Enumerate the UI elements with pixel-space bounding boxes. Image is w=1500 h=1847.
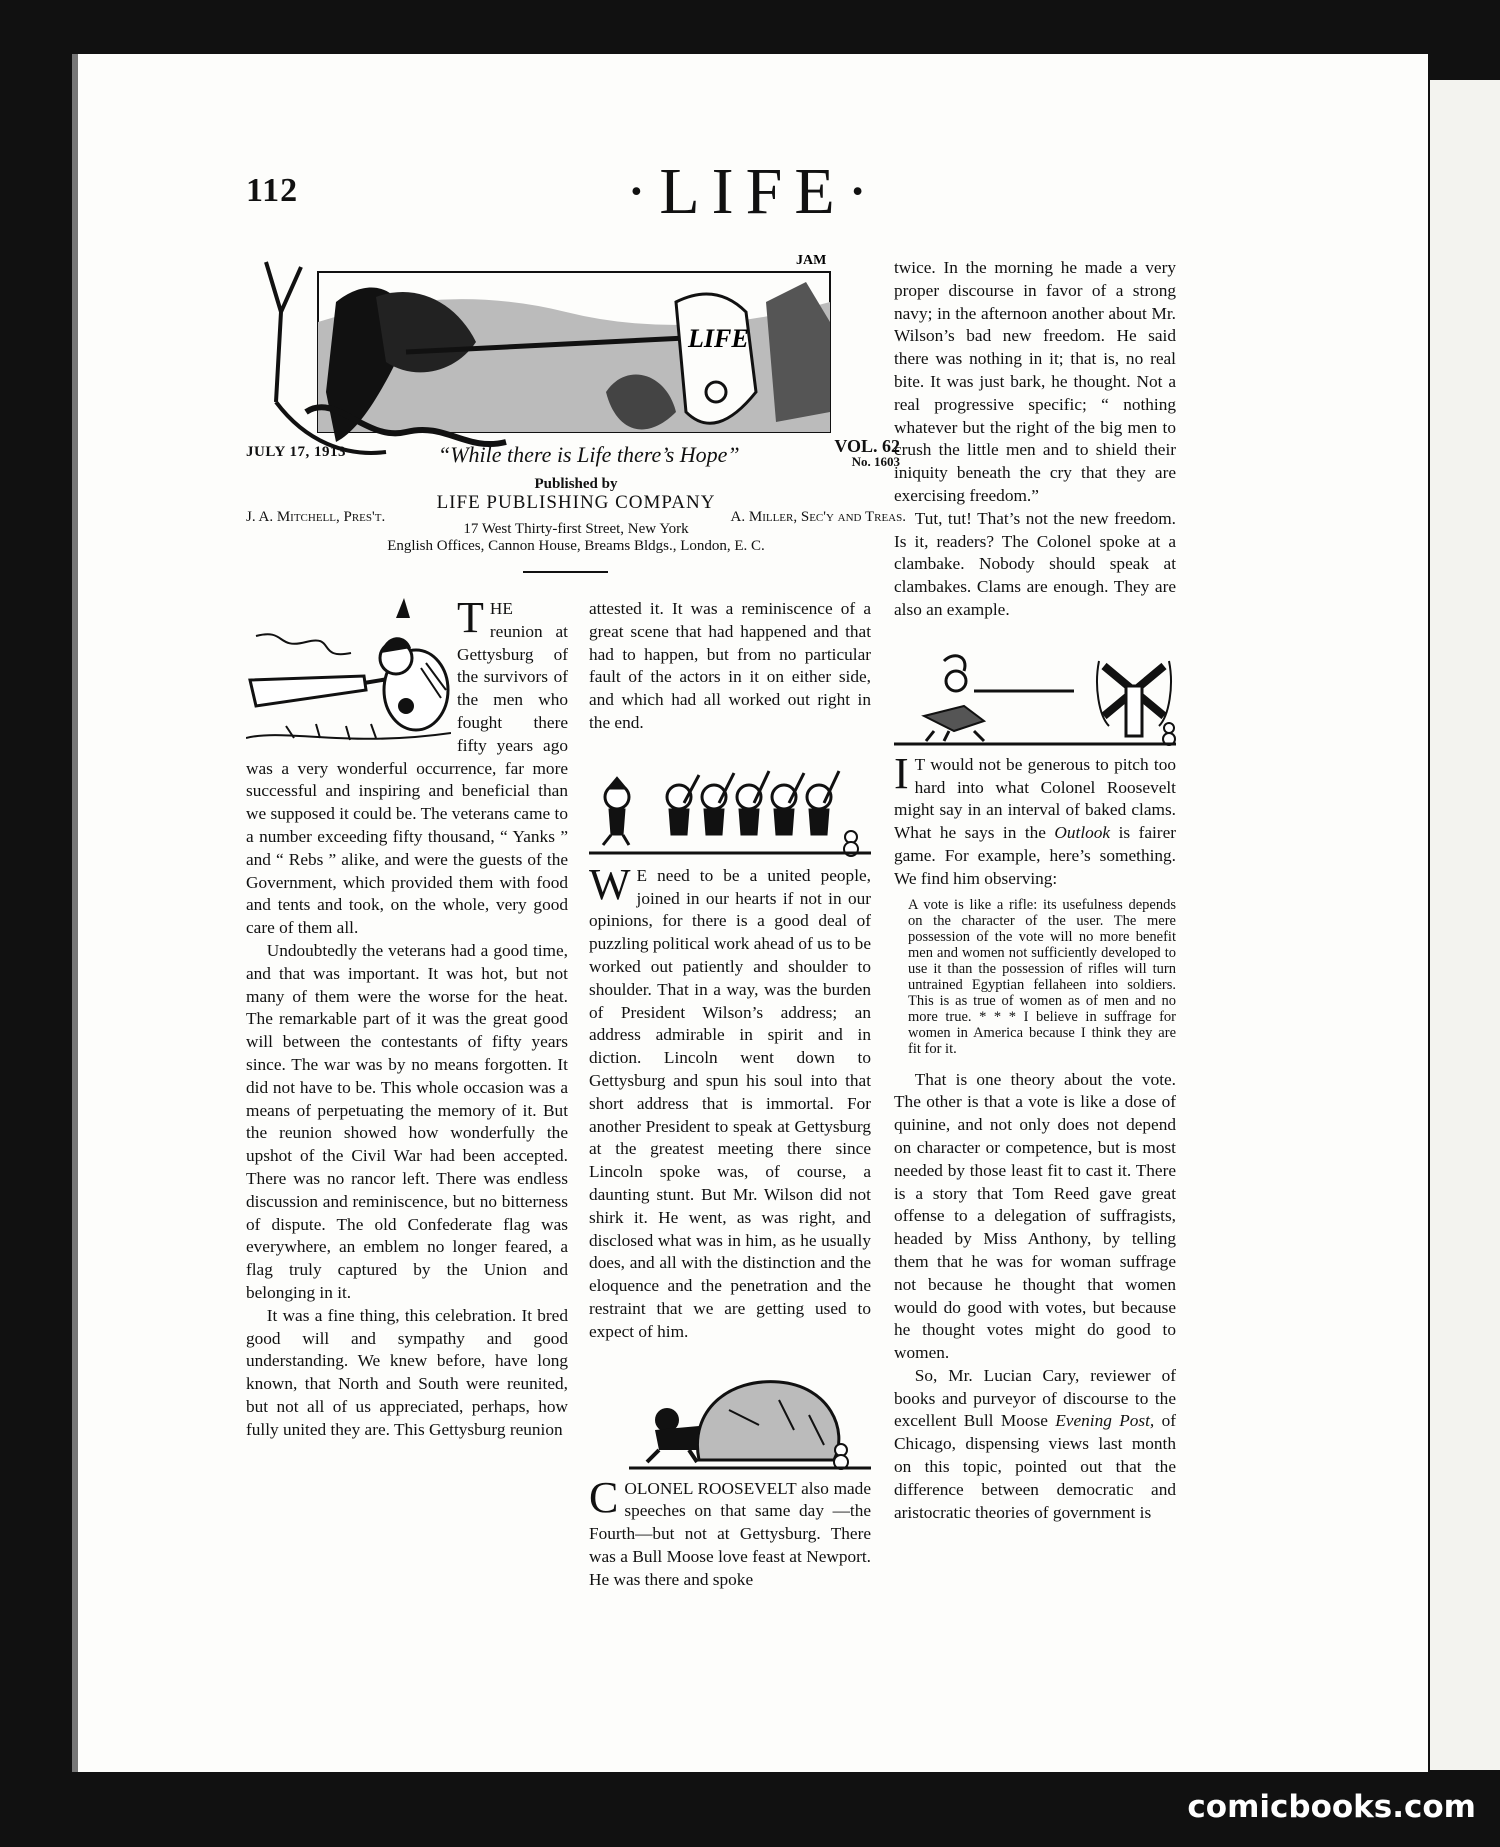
column-1 — [246, 593, 568, 1441]
column-3-paragraph-5: So, Mr. Lucian Cary, reviewer of books and purveyor of discourse to the excellent Bull Moose Evening Post, of Chicago, dispensing views last month on this topic, pointed out that the difference between democratic and aristocratic theories of government is — [894, 1365, 1176, 1522]
banner-signature: JAM — [796, 253, 827, 268]
roosevelt-quote: A vote is like a rifle: its usefulness depends on the character of the user. The mere possession of the vote will no more benefit men and women not sufficiently developed to use it than the possession of rifles will turn untrained Egyptian fellaheen into soldiers. This is as true of women as of men and no more true. * * * I believe in suffrage for women in America because I think they are fit for it. — [908, 896, 1176, 1057]
publisher-president: J. A. Mitchell, Pres't. — [246, 509, 386, 525]
volume-label: VOL. 62 — [834, 436, 900, 456]
man-pushing-boulder-illustration — [589, 1370, 871, 1470]
published-by: Published by — [534, 476, 618, 492]
issue-number: No. 1603 — [851, 454, 900, 469]
banner-shield-text: LIFE — [688, 324, 749, 353]
knight-tilting-at-windmill-illustration — [894, 646, 1176, 746]
publisher-address: 17 West Thirty-first Street, New York — [463, 521, 689, 537]
column-3-paragraph-3: I T would not be generous to pitch too hard into what Colonel Roosevelt might say in an interval of baked clams. What he says in the Outlook is fairer game. For example, here’s something. We find him observing: — [894, 748, 1176, 888]
adjacent-page-edge — [1430, 80, 1500, 1770]
volume-number — [790, 436, 900, 469]
dropcap-c: C — [589, 1472, 619, 1522]
column-2-paragraph-1: attested it. It was a reminiscence of a great scene that had happened and that had to happen, but from no particular fault of the actors in it on either side, and which had all worked out right in the end. — [589, 599, 871, 732]
marching-soldiers-illustration — [589, 765, 871, 857]
dropcap-t: T — [457, 593, 484, 642]
publisher-english-offices: English Offices, Cannon House, Breams Bldgs., London, E. C. — [387, 538, 765, 554]
column-1-paragraph-1: THE reunion at Gettysburg of the survivors of the men who fought there fifty years ago was a very wonderful occurrence, far more successful and inspiring and beneficial than we supposed it could be. The veterans came to a number exceeding fifty thousand, “ Yanks ” and “ Rebs ” alike, and were the guests of the Government, which provided them with food and tents and took, on the whole, very good care of them all. — [246, 593, 568, 938]
header-rule — [523, 571, 608, 573]
indian-smoking-pipe-illustration — [246, 598, 451, 754]
issue-date: JULY 17, 1913 — [246, 444, 346, 460]
dropcap-i: I — [894, 748, 909, 798]
column-2-paragraph-2: W E need to be a united people, joined in our hearts if not in our opinions, for there is a good deal of puzzling political work ahead of us to be worked out patiently and shoulder to shoulder. That in a way, was the burden of President Wilson’s address; an address admirable in spirit and in diction. Lincoln went down to Gettysburg and spun his soul into that short address that is immortal. For another President to speak at Gettysburg at the greatest meeting there since Lincoln spoke was, of course, a daunting stunt. But Mr. Wilson did not shirk it. He went, as was right, and disclosed what was in him, as he usually does, and all with the distinction and the eloquence and the penetration and the restraint that we are getting used to expect of him. — [589, 859, 871, 1341]
publisher-company: LIFE PUBLISHING COMPANY — [436, 492, 716, 513]
column-3-paragraph-1: twice. In the morning he made a very proper discourse in favor of a strong navy; in the afternoon another about Mr. Wilson’s bad new freedom. He said there was nothing in it; that is, no real bite. It was just bark, he thought. Not a real progressive specific; “ nothing whatever but the right of the big men to crush the little men and to shield their iniquity beneath the cry that they are exercising freedom.” — [894, 258, 1176, 505]
column-2-paragraph-3: COLONEL ROOSEVELT also made speeches on that same day —the Fourth—but not at Gettysburg. There was a Bull Moose love feast at Newport. He was there and spoke — [589, 1472, 871, 1589]
magazine-page — [78, 54, 1428, 1772]
motto: “While there is Life there’s Hope” — [438, 442, 740, 467]
column-3 — [894, 257, 1176, 1524]
evening-post-title: Evening Post, — [1055, 1411, 1155, 1431]
column-3-paragraph-4: That is one theory about the vote. The other is that a vote is like a dose of quinine, and not only does not depend on character or competence, but is most needed by those least fit to cast it. There is a story that Tom Reed gave great offense to a delegation of suffragists, headed by Miss Anthony, by telling them that he was for woman suffrage not because he thought that women would do good with votes, but because he thought votes might do good to women. — [894, 1069, 1176, 1363]
page-number: 112 — [246, 172, 299, 209]
masthead-title: ·LIFE· — [625, 155, 881, 228]
column-1-paragraph-3: It was a fine thing, this celebration. It bred good will and sympathy and good understanding. We knew before, have long known, that North and South were reunited, but not all of us appreciated, perhaps, how fully united they are. This Gettysburg reunion — [246, 1305, 568, 1439]
publisher-secretary: A. Miller, Sec'y and Treas. — [730, 509, 906, 525]
site-watermark: comicbooks.com — [1187, 1789, 1476, 1825]
column-2 — [589, 598, 871, 1592]
outlook-title: Outlook — [1054, 823, 1111, 843]
column-3-paragraph-2: Tut, tut! That’s not the new freedom. Is it, readers? The Colonel spoke at a clambake. Nobody should speak at clambakes. Clams are enough. They are also an example. — [894, 508, 1176, 619]
dropcap-w: W — [589, 859, 631, 909]
column-1-paragraph-2: Undoubtedly the veterans had a good time, and that was important. It was hot, but not many of them were the worse for the heat. The remarkable part of it was the great good will between the contestants of fifty years since. The war was by no means forgotten. It did not have to be. This whole occasion was a means of perpetuating the memory of it. But the reunion showed how wonderfully the upshot of the Civil War had been accepted. There was no rancor left. There was endless discussion and reminiscence, but no bitterness of dispute. The old Confederate flag was everywhere, an emblem no longer feared, a flag truly captured by the Union and belonging in it. — [246, 940, 568, 1302]
